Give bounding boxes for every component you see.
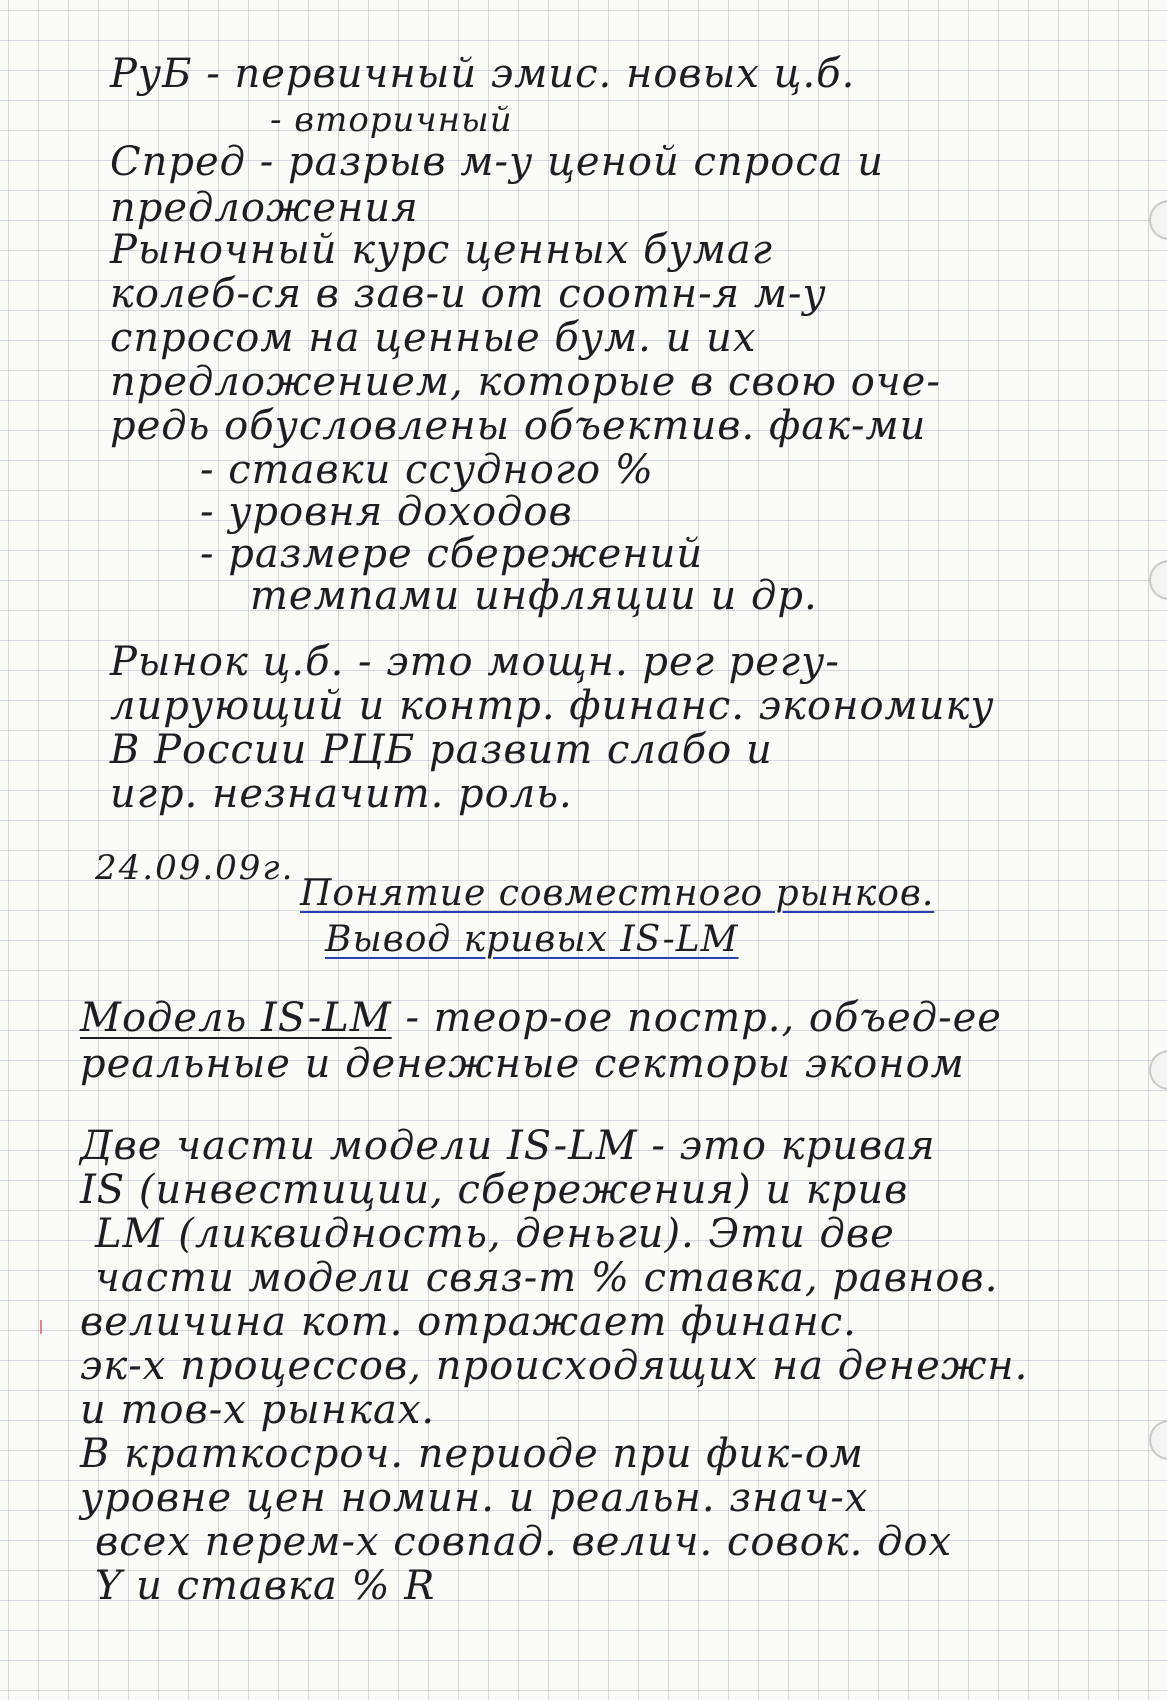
note-text: - теор-ое постр., объед-ее — [405, 995, 1002, 1041]
note-line: части модели связ-т % ставка, равнов. — [95, 1255, 999, 1301]
note-line: всех перем-х совпад. велич. совок. дох — [95, 1519, 953, 1565]
lecture-heading: Понятие совместного рынков. — [300, 873, 935, 914]
binder-hole — [1149, 560, 1167, 600]
note-line: LM (ликвидность, деньги). Эти две — [95, 1211, 895, 1257]
note-line: Две части модели IS-LM - это кривая — [80, 1123, 936, 1169]
note-line: спросом на ценные бум. и их — [110, 315, 757, 361]
model-label: Модель IS-LM — [80, 995, 392, 1041]
note-line: Спред - разрыв м-у ценой спроса и — [110, 139, 885, 185]
binder-hole — [1149, 1050, 1167, 1090]
note-line: реальные и денежные секторы эконом — [80, 1041, 965, 1087]
note-date: 24.09.09г. — [95, 848, 295, 888]
note-line: IS (инвестиции, сбережения) и крив — [80, 1167, 909, 1213]
note-line: Y и ставка % R — [95, 1563, 436, 1609]
note-line: - вторичный — [270, 100, 513, 140]
red-pen-mark — [40, 1320, 50, 1334]
model-definition-line — [80, 996, 1002, 1040]
binder-hole — [1149, 1420, 1167, 1460]
note-line: редь обусловлены объектив. фак-ми — [110, 403, 927, 449]
note-line: Рыночный курс ценных бумаг — [110, 227, 773, 273]
note-line: - уровня доходов — [200, 489, 573, 535]
note-line: темпами инфляции и др. — [250, 573, 818, 619]
note-line: игр. незначит. роль. — [110, 771, 573, 817]
note-line: и тов-х рынках. — [80, 1387, 436, 1433]
note-line: колеб-ся в зав-и от соотн-я м-у — [110, 271, 827, 317]
binder-holes — [1127, 0, 1167, 1700]
note-line: величина кот. отражает финанс. — [80, 1299, 857, 1345]
note-line: РуБ - первичный эмис. новых ц.б. — [110, 51, 856, 97]
binder-hole — [1149, 200, 1167, 240]
note-line: Рынок ц.б. - это мощн. рег регу- — [110, 639, 840, 685]
note-line: предложения — [110, 185, 419, 231]
note-line: В краткосроч. периоде при фик-ом — [80, 1431, 864, 1477]
note-line: лирующий и контр. финанс. экономику — [110, 683, 995, 729]
note-line: В России РЦБ развит слабо и — [110, 727, 773, 773]
note-line: предложением, которые в свою оче- — [110, 359, 941, 405]
note-line: эк-х процессов, происходящих на денежн. — [80, 1343, 1029, 1389]
note-line: - размере сбережений — [200, 531, 704, 577]
lecture-heading: Вывод кривых IS-LM — [325, 919, 739, 960]
note-line: - ставки ссудного % — [200, 447, 654, 493]
note-line: уровне цен номин. и реальн. знач-х — [80, 1475, 869, 1521]
